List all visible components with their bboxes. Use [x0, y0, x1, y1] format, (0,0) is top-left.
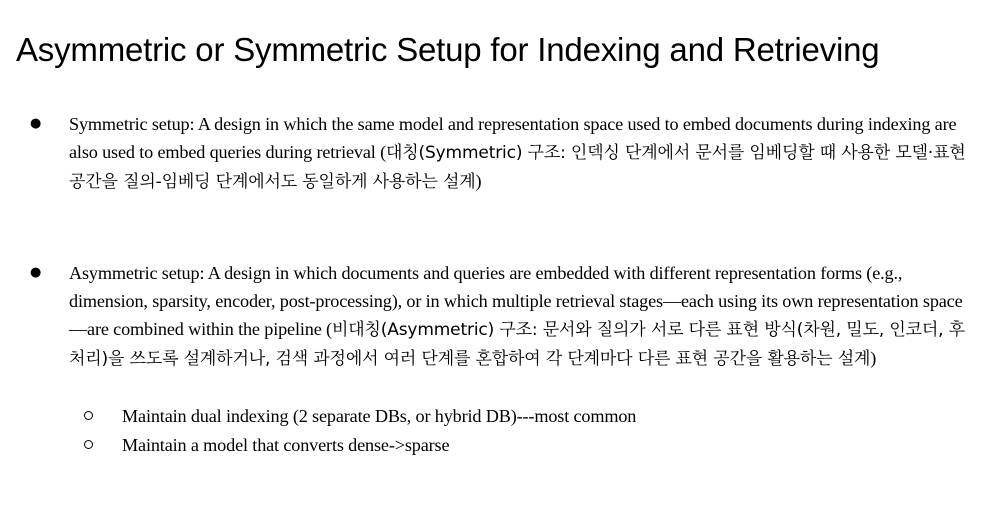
bullet-dot-icon: ●: [30, 116, 42, 131]
bullet-text-end: ): [475, 171, 482, 191]
bullet-text-ko: 비대칭(Asymmetric) 구조: 문서와 질의가 서로 다른 표현 방식(차원, 밀도, 인코더, 후처리)을 쓰도록 설계하거나, 검색 과정에서 여러 단계를 혼합하여 각 단계마다 다른 표현 공간을 활용하는 설계: [69, 320, 965, 369]
bullet-text-ko: 대칭(Symmetric) 구조: 인덱싱 단계에서 문서를 임베딩할 때 사용한 모델·표현 공간을 질의-임베딩 단계에서도 동일하게 사용하는 설계: [69, 143, 966, 192]
sub-bullet-dense-to-sparse: [0, 431, 1006, 459]
slide-title: Asymmetric or Symmetric Setup for Indexing and Retrieving: [16, 31, 880, 68]
sub-bullet-text: Maintain dual indexing (2 separate DBs, or hybrid DB)---most common: [122, 406, 637, 426]
sub-bullet-text: Maintain a model that converts dense->sparse: [122, 435, 450, 455]
hollow-circle-icon: [84, 411, 93, 420]
bullet-text-en: Asymmetric setup: A design in which documents and queries are embedded with different representation forms (e.g., dimension, sparsity, encoder, post-processing), or in which multiple retrieval stages—each using its own representation space—are combined within the pipeline (: [69, 263, 963, 339]
hollow-circle-icon: [84, 440, 93, 449]
bullet-text-end: ): [870, 348, 877, 368]
sub-bullet-dual-indexing: [0, 402, 1006, 430]
bullet-dot-icon: ●: [30, 265, 42, 280]
bullet-text: [69, 259, 974, 373]
bullet-text: [69, 110, 974, 196]
bullet-text-en: Symmetric setup: A design in which the same model and representation space used to embed documents during indexing are also used to embed queries during retrieval (: [69, 114, 957, 162]
